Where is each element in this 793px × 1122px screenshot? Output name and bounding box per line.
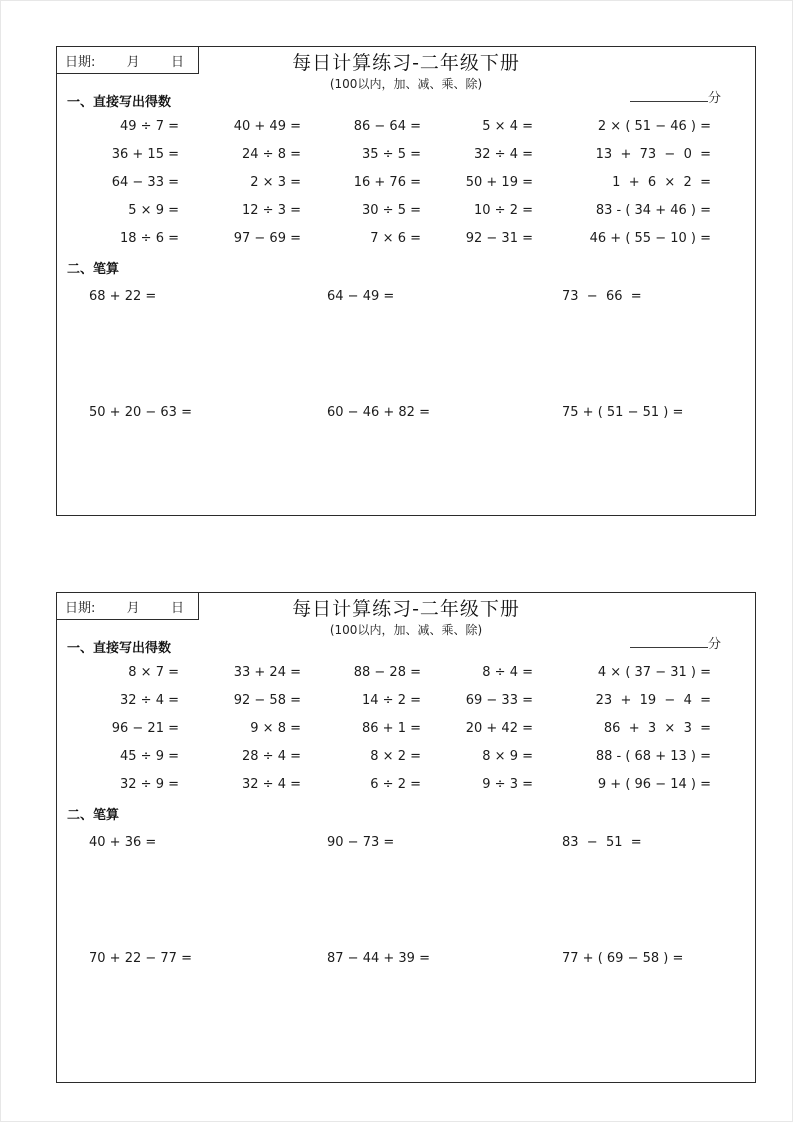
section-written-heading: 二、笔算 [67, 808, 120, 823]
oral-problem: 86 + 1 = [362, 721, 421, 736]
written-problem: 90 − 73 = [327, 835, 395, 850]
oral-problems-grid [57, 659, 755, 799]
oral-problem: 32 ÷ 4 = [120, 693, 179, 708]
worksheet-subtitle: (100以内，加、减、乘、除) [329, 77, 483, 91]
oral-problem: 24 ÷ 8 = [242, 147, 301, 162]
worksheet-title: 每日计算练习-二年级下册 [292, 52, 520, 74]
oral-problem: 5 × 9 = [128, 203, 179, 218]
date-label: 日期: [65, 54, 96, 70]
written-row [57, 950, 755, 968]
written-problem: 75 + ( 51 − 51 ) = [562, 405, 684, 420]
oral-problem: 92 − 31 = [465, 231, 533, 246]
date-box [57, 593, 199, 620]
month-label: 月 [126, 54, 140, 70]
month-label: 月 [126, 600, 140, 616]
oral-problem: 9 ÷ 3 = [482, 777, 533, 792]
oral-problem: 6 ÷ 2 = [370, 777, 421, 792]
written-problem: 77 + ( 69 − 58 ) = [562, 951, 684, 966]
oral-problem: 86 + 3 × 3 = [603, 721, 711, 736]
oral-problem: 9 × 8 = [250, 721, 301, 736]
written-problem: 60 − 46 + 82 = [327, 405, 430, 420]
written-problem: 73 − 66 = [562, 289, 642, 304]
oral-problem: 12 ÷ 3 = [242, 203, 301, 218]
oral-problem: 35 ÷ 5 = [362, 147, 421, 162]
day-label: 日 [170, 54, 184, 70]
oral-problem: 49 ÷ 7 = [120, 119, 179, 134]
worksheet-1 [56, 46, 756, 516]
oral-problem: 8 × 7 = [128, 665, 179, 680]
date-box [57, 47, 199, 74]
oral-problem: 32 ÷ 9 = [120, 777, 179, 792]
oral-problem: 45 ÷ 9 = [120, 749, 179, 764]
oral-problem: 32 ÷ 4 = [242, 777, 301, 792]
score-unit-label: 分 [707, 91, 721, 106]
written-problem: 68 + 22 = [89, 289, 157, 304]
worksheet-title: 每日计算练习-二年级下册 [292, 598, 520, 620]
oral-problem: 2 × 3 = [250, 175, 301, 190]
written-row [57, 288, 755, 306]
oral-problem: 86 − 64 = [353, 119, 421, 134]
worksheet-subtitle: (100以内，加、减、乘、除) [329, 623, 483, 637]
oral-problem: 1 + 6 × 2 = [612, 175, 711, 190]
written-problem: 83 − 51 = [562, 835, 642, 850]
oral-problem: 14 ÷ 2 = [362, 693, 421, 708]
oral-problem: 32 ÷ 4 = [474, 147, 533, 162]
score-line [630, 87, 721, 106]
oral-problem: 33 + 24 = [233, 665, 301, 680]
oral-problem: 46 + ( 55 − 10 ) = [589, 231, 711, 246]
written-problem: 64 − 49 = [327, 289, 395, 304]
oral-problem: 8 × 2 = [370, 749, 421, 764]
oral-problem: 16 + 76 = [353, 175, 421, 190]
oral-problem: 88 - ( 68 + 13 ) = [595, 749, 711, 764]
oral-problem: 2 × ( 51 − 46 ) = [597, 119, 711, 134]
oral-problem: 28 ÷ 4 = [242, 749, 301, 764]
score-blank-field [630, 87, 708, 102]
score-line [630, 633, 721, 652]
oral-problem: 69 − 33 = [465, 693, 533, 708]
oral-problem: 10 ÷ 2 = [474, 203, 533, 218]
oral-problem: 88 − 28 = [353, 665, 421, 680]
oral-problem: 96 − 21 = [111, 721, 179, 736]
oral-problems-grid [57, 113, 755, 253]
oral-problem: 30 ÷ 5 = [362, 203, 421, 218]
section-oral-heading: 一、直接写出得数 [67, 641, 172, 656]
section-written-heading: 二、笔算 [67, 262, 120, 277]
oral-problem: 5 × 4 = [482, 119, 533, 134]
written-problem: 40 + 36 = [89, 835, 157, 850]
oral-problem: 36 + 15 = [111, 147, 179, 162]
written-row [57, 404, 755, 422]
written-problem: 50 + 20 − 63 = [89, 405, 192, 420]
score-unit-label: 分 [707, 637, 721, 652]
written-row [57, 834, 755, 852]
oral-problem: 64 − 33 = [111, 175, 179, 190]
oral-problem: 18 ÷ 6 = [120, 231, 179, 246]
date-label: 日期: [65, 600, 96, 616]
day-label: 日 [170, 600, 184, 616]
oral-problem: 4 × ( 37 − 31 ) = [597, 665, 711, 680]
oral-problem: 8 ÷ 4 = [482, 665, 533, 680]
section-oral-heading: 一、直接写出得数 [67, 95, 172, 110]
oral-problem: 23 + 19 − 4 = [595, 693, 711, 708]
oral-problem: 40 + 49 = [233, 119, 301, 134]
oral-problem: 92 − 58 = [233, 693, 301, 708]
oral-problem: 20 + 42 = [465, 721, 533, 736]
written-problem: 70 + 22 − 77 = [89, 951, 192, 966]
oral-problem: 50 + 19 = [465, 175, 533, 190]
score-blank-field [630, 633, 708, 648]
oral-problem: 13 + 73 − 0 = [595, 147, 711, 162]
worksheet-2 [56, 592, 756, 1083]
oral-problem: 7 × 6 = [370, 231, 421, 246]
written-problem: 87 − 44 + 39 = [327, 951, 430, 966]
oral-problem: 83 - ( 34 + 46 ) = [595, 203, 711, 218]
oral-problem: 9 + ( 96 − 14 ) = [597, 777, 711, 792]
oral-problem: 8 × 9 = [482, 749, 533, 764]
oral-problem: 97 − 69 = [233, 231, 301, 246]
